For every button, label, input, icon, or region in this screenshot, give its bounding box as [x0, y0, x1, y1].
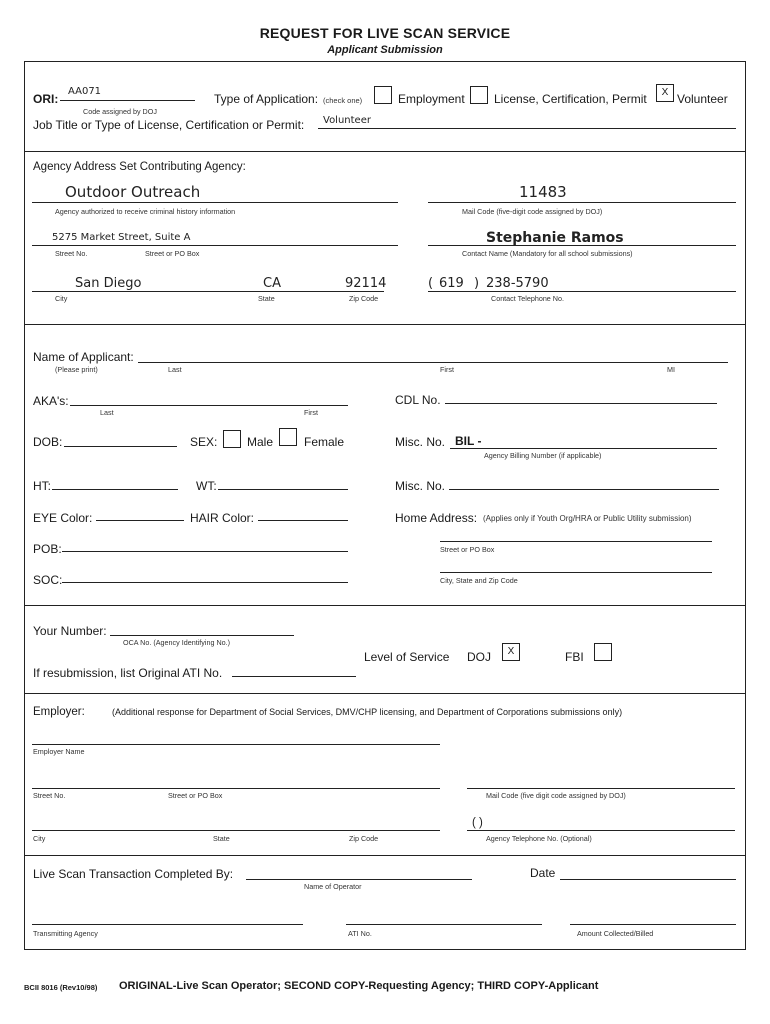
home-address-label: Home Address:	[395, 511, 478, 525]
eye-color-field[interactable]	[96, 520, 184, 521]
ori-caption: Code assigned by DOJ	[83, 107, 157, 116]
employer-name-caption: Employer Name	[33, 747, 85, 756]
form-title: REQUEST FOR LIVE SCAN SERVICE	[259, 25, 511, 41]
home-street-field[interactable]	[440, 541, 712, 542]
male-checkbox[interactable]	[223, 430, 241, 448]
employer-name-field[interactable]	[32, 744, 440, 745]
check-one-note: (check one)	[323, 96, 363, 105]
applicant-info-section	[24, 324, 746, 607]
phone-field[interactable]	[428, 291, 736, 292]
application-type-label: Type of Application:	[214, 92, 319, 106]
zip-value[interactable]: 92114	[345, 276, 387, 291]
height-label: HT:	[33, 479, 51, 493]
agency-name-caption: Agency authorized to receive criminal history information	[55, 207, 236, 216]
misc-number-2-field[interactable]	[449, 489, 719, 490]
date-field[interactable]	[560, 879, 736, 880]
female-checkbox[interactable]	[279, 428, 297, 446]
name-first-caption: First	[440, 365, 454, 374]
operator-name-field[interactable]	[246, 879, 472, 880]
misc-number-label: Misc. No.	[395, 435, 446, 449]
original-ati-field[interactable]	[232, 676, 356, 677]
employer-mail-code-field[interactable]	[467, 788, 735, 789]
mail-code-field[interactable]	[428, 202, 736, 203]
fbi-checkbox[interactable]	[594, 643, 612, 661]
state-caption: State	[258, 294, 275, 303]
weight-label: WT:	[196, 479, 217, 493]
agency-address-label: Agency Address Set Contributing Agency:	[33, 161, 246, 173]
your-number-field[interactable]	[110, 635, 294, 636]
aka-field[interactable]	[70, 405, 348, 406]
employment-label: Employment	[398, 92, 465, 106]
volunteer-checkbox[interactable]: X	[656, 84, 674, 102]
cdl-label: CDL No.	[395, 393, 441, 407]
height-field[interactable]	[52, 489, 178, 490]
employer-mail-code-caption: Mail Code (five digit code assigned by DOJ)	[486, 791, 626, 800]
street-no-caption: Street No.	[55, 249, 88, 258]
employer-street-po-caption: Street or PO Box	[168, 791, 223, 800]
amount-field[interactable]	[570, 924, 736, 925]
job-title-label: Job Title or Type of License, Certification or Permit:	[33, 118, 305, 132]
street-field[interactable]	[32, 245, 398, 246]
employer-state-caption: State	[213, 834, 230, 843]
ati-number-field[interactable]	[346, 924, 542, 925]
dob-label: DOB:	[33, 435, 63, 449]
employer-zip-caption: Zip Code	[349, 834, 379, 843]
area-code-close: )	[474, 276, 480, 291]
name-mi-caption: MI	[667, 365, 675, 374]
cdl-field[interactable]	[445, 403, 717, 404]
hair-color-label: HAIR Color:	[190, 511, 255, 525]
pob-label: POB:	[33, 542, 62, 556]
contact-name-field[interactable]	[428, 245, 736, 246]
job-title-value[interactable]: Volunteer	[323, 115, 371, 126]
aka-first-caption: First	[304, 408, 318, 417]
female-label: Female	[304, 435, 345, 449]
applicant-name-label: Name of Applicant:	[33, 350, 134, 364]
aka-label: AKA's:	[33, 394, 69, 408]
street-po-caption: Street or PO Box	[145, 249, 200, 258]
state-value[interactable]: CA	[263, 276, 281, 291]
billing-prefix: BIL -	[455, 434, 482, 448]
employer-phone-parens: ( )	[472, 817, 483, 829]
transmitting-agency-caption: Transmitting Agency	[33, 929, 98, 938]
weight-field[interactable]	[218, 489, 348, 490]
employment-checkbox[interactable]	[374, 86, 392, 104]
form-subtitle: Applicant Submission	[327, 44, 443, 56]
hair-color-field[interactable]	[258, 520, 348, 521]
phone-caption: Contact Telephone No.	[491, 294, 564, 303]
agency-name-field[interactable]	[32, 202, 398, 203]
street-value[interactable]: 5275 Market Street, Suite A	[52, 232, 191, 243]
ori-value[interactable]: AA071	[68, 86, 102, 97]
license-checkbox[interactable]	[470, 86, 488, 104]
agency-name-value[interactable]: Outdoor Outreach	[65, 183, 201, 201]
transmitting-agency-field[interactable]	[32, 924, 303, 925]
mail-code-value[interactable]: 11483	[519, 183, 567, 201]
eye-color-label: EYE Color:	[33, 511, 93, 525]
form-code: BCII 8016 (Rev10/98)	[24, 983, 98, 992]
misc-number-2-label: Misc. No.	[395, 479, 446, 493]
area-code-open: (	[428, 276, 434, 291]
operator-name-caption: Name of Operator	[304, 882, 362, 891]
resubmission-label: If resubmission, list Original ATI No.	[33, 666, 223, 680]
misc-number-field[interactable]	[450, 448, 717, 449]
male-label: Male	[247, 435, 274, 449]
ori-field[interactable]	[60, 100, 195, 101]
completed-by-label: Live Scan Transaction Completed By:	[33, 867, 234, 881]
oca-caption: OCA No. (Agency Identifying No.)	[123, 638, 231, 647]
employer-phone-caption: Agency Telephone No. (Optional)	[486, 834, 592, 843]
dob-field[interactable]	[64, 446, 177, 447]
contact-name-value[interactable]: Stephanie Ramos	[486, 230, 624, 246]
home-city-field[interactable]	[440, 572, 712, 573]
area-code-value[interactable]: 619	[439, 276, 464, 291]
contact-name-caption: Contact Name (Mandatory for all school submissions)	[462, 249, 633, 258]
city-caption: City	[55, 294, 68, 303]
please-print-caption: (Please print)	[55, 365, 98, 374]
applicant-name-field[interactable]	[138, 362, 728, 363]
employer-street-no-caption: Street No.	[33, 791, 66, 800]
employer-phone-field[interactable]	[467, 830, 735, 831]
phone-value[interactable]: 238-5790	[486, 276, 549, 291]
soc-label: SOC:	[33, 573, 63, 587]
your-number-label: Your Number:	[33, 624, 107, 638]
ati-number-caption: ATI No.	[348, 929, 372, 938]
sex-label: SEX:	[190, 435, 218, 449]
volunteer-label: Volunteer	[677, 92, 728, 106]
home-address-note: (Applies only if Youth Org/HRA or Public Utility submission)	[483, 514, 692, 523]
mail-code-caption: Mail Code (five-digit code assigned by DOJ)	[462, 207, 603, 216]
ori-label: ORI:	[33, 92, 59, 106]
city-value[interactable]: San Diego	[75, 276, 142, 291]
doj-label: DOJ	[467, 650, 491, 664]
copy-distribution: ORIGINAL-Live Scan Operator; SECOND COPY-Requesting Agency; THIRD COPY-Applicant	[119, 980, 599, 992]
amount-caption: Amount Collected/Billed	[577, 929, 654, 938]
city-state-zip-field[interactable]	[32, 291, 384, 292]
employer-city-caption: City	[33, 834, 46, 843]
aka-last-caption: Last	[100, 408, 114, 417]
billing-number-caption: Agency Billing Number (if applicable)	[484, 451, 602, 460]
home-city-caption: City, State and Zip Code	[440, 576, 518, 585]
soc-field[interactable]	[62, 582, 348, 583]
name-last-caption: Last	[168, 365, 182, 374]
zip-caption: Zip Code	[349, 294, 379, 303]
home-street-caption: Street or PO Box	[440, 545, 495, 554]
license-label: License, Certification, Permit	[494, 92, 647, 106]
employer-note: (Additional response for Department of Social Services, DMV/CHP licensing, and Department of Corporations submissions only)	[112, 707, 623, 717]
fbi-label: FBI	[565, 650, 584, 664]
employer-city-field[interactable]	[32, 830, 440, 831]
employer-street-field[interactable]	[32, 788, 440, 789]
level-of-service-label: Level of Service	[364, 650, 450, 664]
job-title-field[interactable]	[318, 128, 736, 129]
doj-checkbox[interactable]: X	[502, 643, 520, 661]
date-label: Date	[530, 866, 556, 880]
pob-field[interactable]	[62, 551, 348, 552]
employer-label: Employer:	[33, 706, 85, 718]
employer-section	[24, 693, 746, 857]
